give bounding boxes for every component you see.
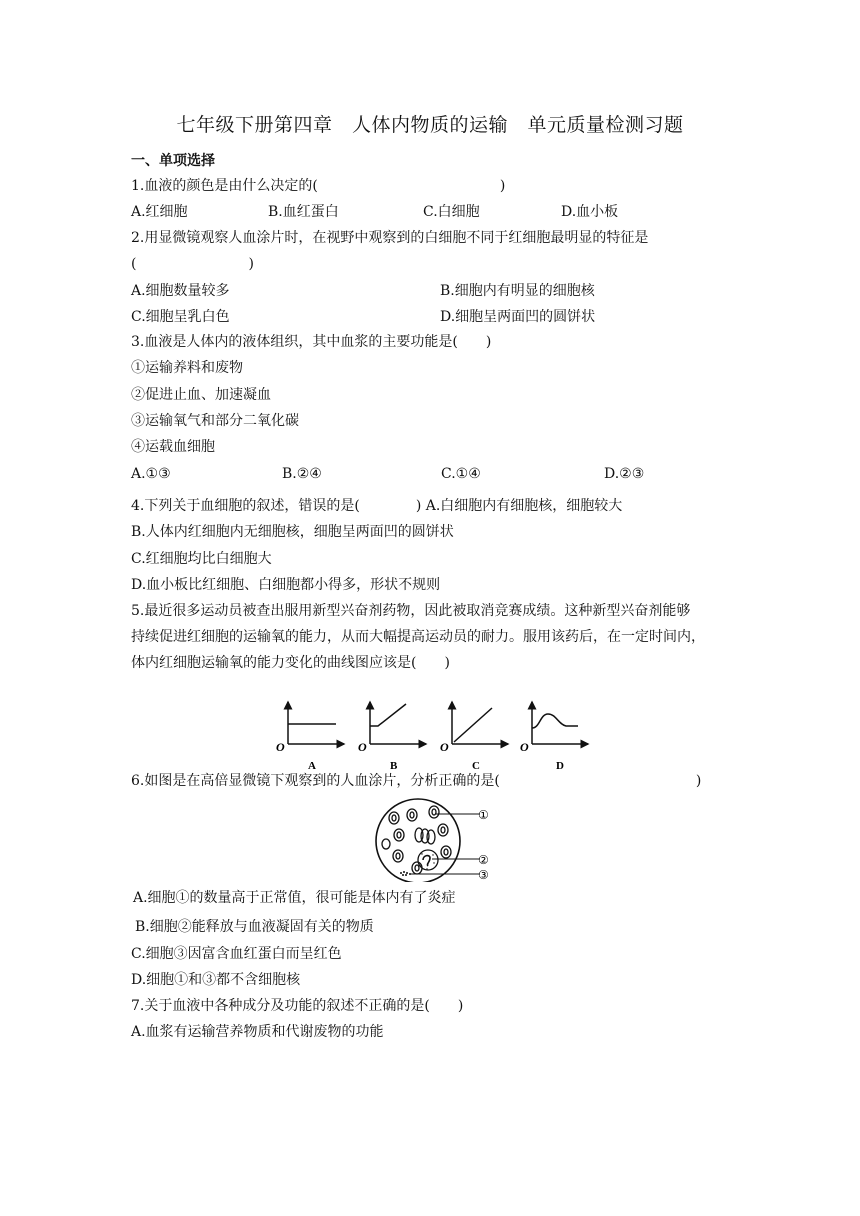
q1-stem: 1.血液的颜色是由什么决定的( ) (131, 178, 506, 194)
q3-item-1: ①运输养料和废物 (131, 360, 243, 376)
graph-c-label: C (472, 760, 480, 772)
q6-option-b: B.细胞②能释放与血液凝固有关的物质 (135, 919, 374, 935)
q3-option-c: C.①④ (441, 466, 481, 482)
graph-c (440, 702, 508, 772)
blood-smear-figure (368, 794, 498, 882)
q5-graphs-figure (272, 698, 602, 772)
marker-1: ① (478, 808, 489, 822)
q3-option-d: D.②③ (604, 466, 645, 482)
platelets (400, 871, 411, 876)
graph-b-label: B (390, 760, 398, 772)
marker-2: ② (478, 853, 489, 867)
graph-d-curve (532, 714, 578, 728)
q3-item-2: ②促进止血、加速凝血 (131, 387, 271, 403)
q1-option-d: D.血小板 (561, 204, 619, 220)
q3-item-4: ④运载血细胞 (131, 439, 215, 455)
graph-c-origin: O (440, 740, 449, 754)
q3-option-b: B.②④ (282, 466, 322, 482)
q5-line-1: 5.最近很多运动员被查出服用新型兴奋剂药物，因此被取消竞赛成绩。这种新型兴奋剂能够 (131, 603, 691, 619)
red-blood-cells (382, 806, 451, 874)
q2-option-d: D.细胞呈两面凹的圆饼状 (440, 309, 596, 325)
q7-stem: 7.关于血液中各种成分及功能的叙述不正确的是( ) (131, 998, 464, 1014)
q4-option-b: B.人体内红细胞内无细胞核，细胞呈两面凹的圆饼状 (131, 524, 454, 540)
q3-option-a: A.①③ (131, 466, 171, 482)
q2-option-b: B.细胞内有明显的细胞核 (440, 283, 595, 299)
q3-stem: 3.血液是人体内的液体组织，其中血浆的主要功能是( ) (131, 334, 492, 350)
q5-line-2: 持续促进红细胞的运输氧的能力，从而大幅提高运动员的耐力。服用该药后，在一定时间内， (131, 629, 705, 645)
q6-stem: 6.如图是在高倍显微镜下观察到的人血涂片，分析正确的是( ) (131, 773, 702, 789)
q1-option-a: A.红细胞 (131, 204, 188, 220)
section-heading: 一、单项选择 (131, 153, 215, 169)
q5-line-3: 体内红细胞运输氧的能力变化的曲线图应该是( ) (131, 655, 450, 671)
q6-option-a: A.细胞①的数量高于正常值，很可能是体内有了炎症 (133, 890, 456, 906)
graph-b (358, 702, 426, 772)
q4-stem: 4.下列关于血细胞的叙述，错误的是( ) A.白细胞内有细胞核，细胞较大 (131, 498, 623, 514)
q2-option-a: A.细胞数量较多 (131, 283, 230, 299)
graph-d (520, 702, 588, 772)
graph-b-curve (370, 704, 406, 726)
q1-option-c: C.白细胞 (423, 204, 480, 220)
q2-stem: 2.用显微镜观察人血涂片时，在视野中观察到的白细胞不同于红细胞最明显的特征是 (131, 230, 649, 246)
q6-option-d: D.细胞①和③都不含细胞核 (131, 972, 301, 988)
q2-stem-blank: ( ) (131, 256, 254, 272)
graph-d-origin: O (520, 740, 529, 754)
graph-b-origin: O (358, 740, 367, 754)
q2-option-c: C.细胞呈乳白色 (131, 309, 230, 325)
white-blood-cell (418, 850, 438, 870)
graph-a (276, 702, 344, 772)
page-title: 七年级下册第四章 人体内物质的运输 单元质量检测习题 (176, 114, 684, 136)
q4-option-d: D.血小板比红细胞、白细胞都小得多，形状不规则 (131, 577, 441, 593)
q3-item-3: ③运输氧气和部分二氧化碳 (131, 413, 299, 429)
q7-option-a: A.血浆有运输营养物质和代谢废物的功能 (131, 1024, 384, 1040)
graph-a-label: A (308, 760, 316, 772)
q6-option-c: C.细胞③因富含血红蛋白而呈红色 (131, 946, 342, 962)
marker-3: ③ (478, 868, 489, 882)
graph-a-origin: O (276, 740, 285, 754)
graph-c-curve (454, 708, 492, 742)
q4-option-c: C.红细胞均比白细胞大 (131, 551, 272, 567)
q1-option-b: B.血红蛋白 (268, 204, 339, 220)
graph-d-label: D (556, 760, 564, 772)
